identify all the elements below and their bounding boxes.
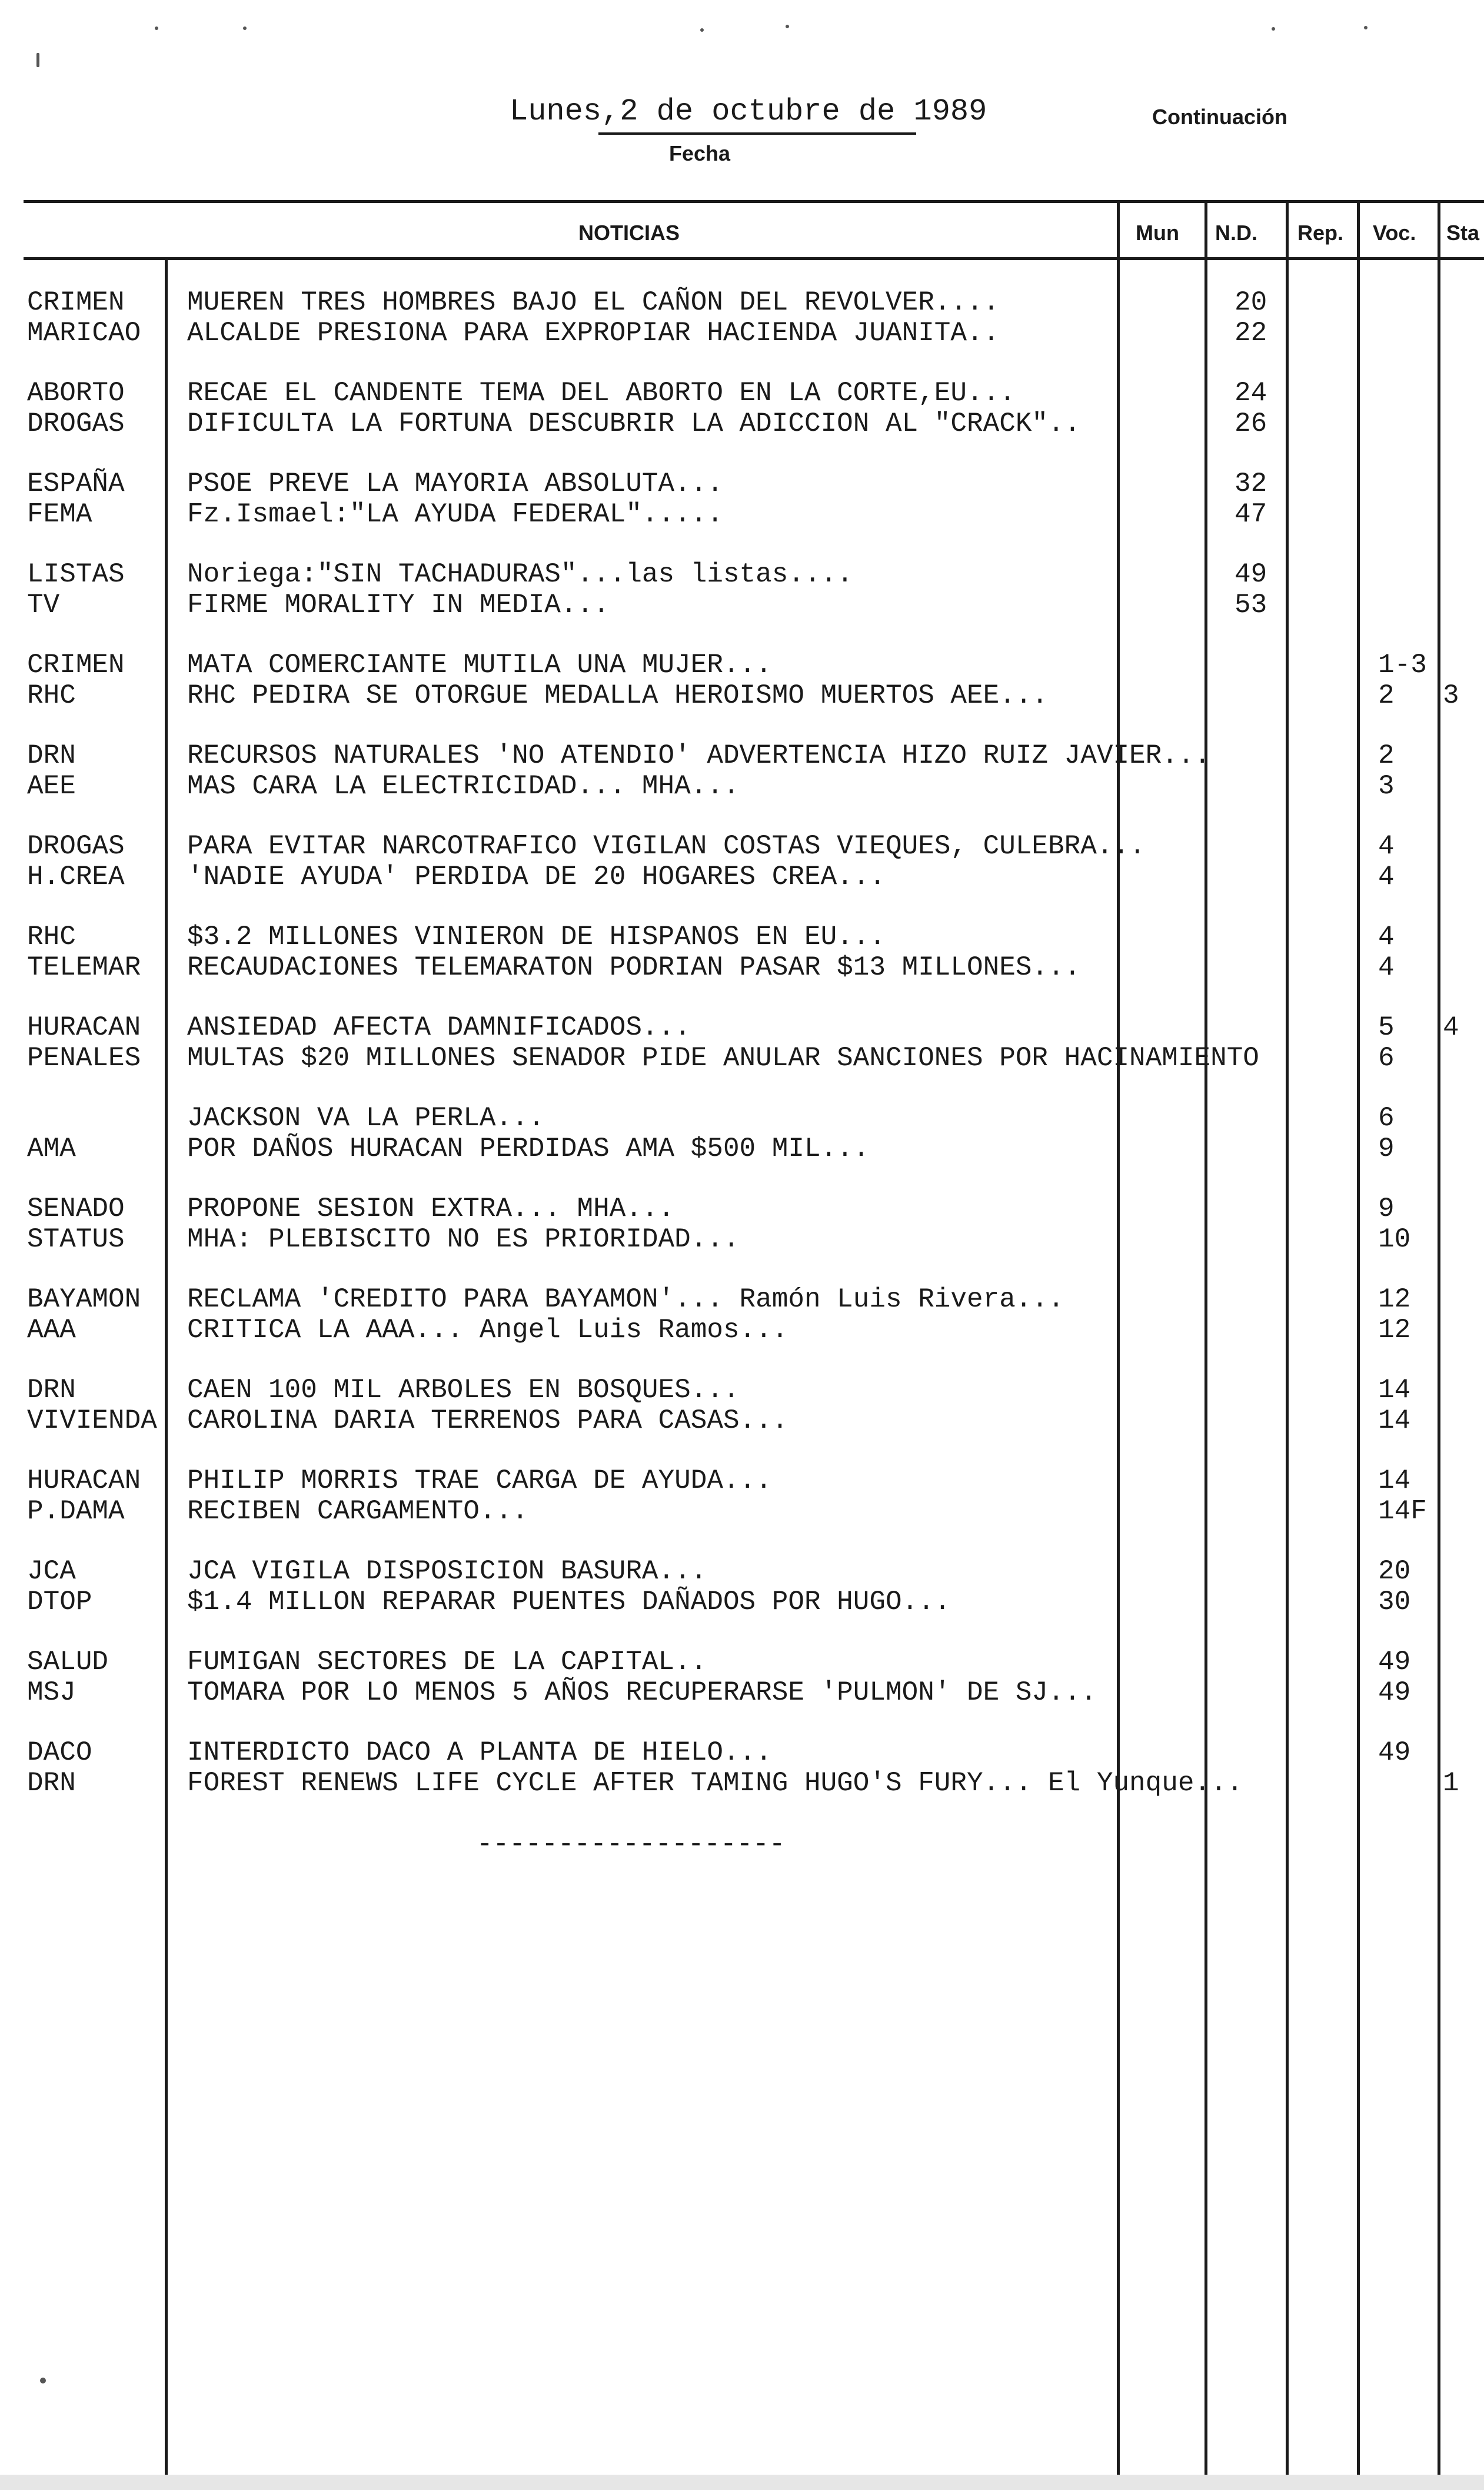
scan-speck <box>1272 27 1275 31</box>
end-separator: ------------------- <box>477 1829 786 1860</box>
row-headline: MULTAS $20 MILLONES SENADOR PIDE ANULAR SANCIONES POR HACINAMIENTO <box>187 1043 1259 1073</box>
column-header-mun: Mun <box>1136 221 1179 245</box>
date-label: Fecha <box>669 141 731 165</box>
row-headline: JCA VIGILA DISPOSICION BASURA... <box>187 1556 707 1587</box>
row-headline: JACKSON VA LA PERLA... <box>187 1103 545 1133</box>
row-voc: 4 <box>1378 922 1395 952</box>
row-nd: 49 <box>1235 559 1267 590</box>
row-voc: 49 <box>1378 1677 1411 1708</box>
row-voc: 20 <box>1378 1556 1411 1587</box>
row-category: ABORTO <box>27 378 125 408</box>
row-category: DROGAS <box>27 408 125 439</box>
row-headline: PROPONE SESION EXTRA... MHA... <box>187 1194 675 1224</box>
row-category: CRIMEN <box>27 650 125 680</box>
row-voc: 6 <box>1378 1103 1395 1133</box>
row-voc: 14F <box>1378 1496 1427 1527</box>
table-row <box>0 1677 1484 1708</box>
table-row <box>0 1284 1484 1315</box>
row-category: BAYAMON <box>27 1284 141 1315</box>
table-row <box>0 1194 1484 1224</box>
row-nd: 26 <box>1235 408 1267 439</box>
table-row <box>0 590 1484 620</box>
table-row <box>0 1768 1484 1798</box>
table-row <box>0 499 1484 530</box>
row-sta: 1 <box>1443 1768 1459 1798</box>
column-header-noticias: NOTICIAS <box>578 221 680 245</box>
table-row <box>0 1043 1484 1073</box>
row-category: JCA <box>27 1556 76 1587</box>
date-underline <box>598 132 916 135</box>
row-category: P.DAMA <box>27 1496 125 1527</box>
row-headline: FOREST RENEWS LIFE CYCLE AFTER TAMING HUGO'S FURY... El Yunque... <box>187 1768 1243 1798</box>
row-headline: MUEREN TRES HOMBRES BAJO EL CAÑON DEL REVOLVER.... <box>187 287 1000 318</box>
table-row <box>0 468 1484 499</box>
row-headline: RECAUDACIONES TELEMARATON PODRIAN PASAR $13 MILLONES... <box>187 952 1081 983</box>
row-category: LISTAS <box>27 559 125 590</box>
row-headline: FIRME MORALITY IN MEDIA... <box>187 590 610 620</box>
row-headline: PARA EVITAR NARCOTRAFICO VIGILAN COSTAS VIEQUES, CULEBRA... <box>187 831 1146 862</box>
row-headline: POR DAÑOS HURACAN PERDIDAS AMA $500 MIL... <box>187 1133 870 1164</box>
row-headline: RECAE EL CANDENTE TEMA DEL ABORTO EN LA CORTE,EU... <box>187 378 1016 408</box>
row-category: AEE <box>27 771 76 802</box>
row-headline: 'NADIE AYUDA' PERDIDA DE 20 HOGARES CREA... <box>187 862 886 892</box>
table-row <box>0 1405 1484 1436</box>
row-headline: INTERDICTO DACO A PLANTA DE HIELO... <box>187 1737 772 1768</box>
scan-speck <box>1364 26 1367 29</box>
row-category: DROGAS <box>27 831 125 862</box>
row-voc: 6 <box>1378 1043 1395 1073</box>
row-voc: 14 <box>1378 1465 1411 1496</box>
row-voc: 49 <box>1378 1737 1411 1768</box>
row-category: STATUS <box>27 1224 125 1255</box>
table-row <box>0 771 1484 802</box>
row-category: DRN <box>27 1768 76 1798</box>
row-nd: 22 <box>1235 318 1267 348</box>
row-nd: 32 <box>1235 468 1267 499</box>
row-category: MARICAO <box>27 318 141 348</box>
row-voc: 1-3 <box>1378 650 1427 680</box>
column-header-rep: Rep. <box>1297 221 1344 245</box>
row-voc: 12 <box>1378 1284 1411 1315</box>
row-voc: 4 <box>1378 831 1395 862</box>
table-row <box>0 952 1484 983</box>
row-headline: ANSIEDAD AFECTA DAMNIFICADOS... <box>187 1012 691 1043</box>
table-top-rule <box>24 200 1484 203</box>
table-row <box>0 408 1484 439</box>
row-category: VIVIENDA <box>27 1405 157 1436</box>
row-category: SENADO <box>27 1194 125 1224</box>
table-row <box>0 1315 1484 1345</box>
scan-bottom-edge <box>0 2475 1484 2490</box>
row-headline: RECURSOS NATURALES 'NO ATENDIO' ADVERTENCIA HIZO RUIZ JAVIER... <box>187 740 1211 771</box>
row-category: SALUD <box>27 1647 109 1677</box>
row-category: H.CREA <box>27 862 125 892</box>
row-headline: CRITICA LA AAA... Angel Luis Ramos... <box>187 1315 788 1345</box>
row-category: ESPAÑA <box>27 468 125 499</box>
row-headline: MAS CARA LA ELECTRICIDAD... MHA... <box>187 771 740 802</box>
table-row <box>0 1737 1484 1768</box>
row-category: TV <box>27 590 60 620</box>
row-headline: PHILIP MORRIS TRAE CARGA DE AYUDA... <box>187 1465 772 1496</box>
row-voc: 4 <box>1378 952 1395 983</box>
table-row <box>0 1103 1484 1133</box>
row-headline: DIFICULTA LA FORTUNA DESCUBRIR LA ADICCION AL "CRACK".. <box>187 408 1081 439</box>
row-voc: 9 <box>1378 1133 1395 1164</box>
row-voc: 14 <box>1378 1405 1411 1436</box>
row-headline: RECIBEN CARGAMENTO... <box>187 1496 528 1527</box>
continuation-label: Continuación <box>1152 105 1287 129</box>
scan-speck <box>243 26 247 30</box>
header-bottom-rule <box>24 257 1484 260</box>
row-category: DACO <box>27 1737 92 1768</box>
row-voc: 5 <box>1378 1012 1395 1043</box>
row-category: HURACAN <box>27 1012 141 1043</box>
row-voc: 4 <box>1378 862 1395 892</box>
table-row <box>0 287 1484 318</box>
scan-speck <box>786 25 789 28</box>
row-headline: Noriega:"SIN TACHADURAS"...las listas.... <box>187 559 853 590</box>
row-headline: MHA: PLEBISCITO NO ES PRIORIDAD... <box>187 1224 740 1255</box>
scan-speck <box>155 26 158 30</box>
row-category: RHC <box>27 680 76 711</box>
table-row <box>0 318 1484 348</box>
row-headline: $1.4 MILLON REPARAR PUENTES DAÑADOS POR HUGO... <box>187 1587 951 1617</box>
report-date: Lunes,2 de octubre de 1989 <box>510 94 987 129</box>
table-row <box>0 1647 1484 1677</box>
row-sta: 3 <box>1443 680 1459 711</box>
row-voc: 12 <box>1378 1315 1411 1345</box>
row-voc: 2 <box>1378 680 1395 711</box>
table-row <box>0 922 1484 952</box>
row-headline: PSOE PREVE LA MAYORIA ABSOLUTA... <box>187 468 723 499</box>
row-voc: 14 <box>1378 1375 1411 1405</box>
row-category: RHC <box>27 922 76 952</box>
column-header-nd: N.D. <box>1215 221 1257 245</box>
row-headline: MATA COMERCIANTE MUTILA UNA MUJER... <box>187 650 772 680</box>
row-headline: ALCALDE PRESIONA PARA EXPROPIAR HACIENDA JUANITA.. <box>187 318 1000 348</box>
row-category: AAA <box>27 1315 76 1345</box>
row-headline: CAROLINA DARIA TERRENOS PARA CASAS... <box>187 1405 788 1436</box>
row-headline: CAEN 100 MIL ARBOLES EN BOSQUES... <box>187 1375 740 1405</box>
row-category: CRIMEN <box>27 287 125 318</box>
table-row <box>0 1375 1484 1405</box>
row-headline: FUMIGAN SECTORES DE LA CAPITAL.. <box>187 1647 707 1677</box>
column-header-voc: Voc. <box>1373 221 1416 245</box>
row-category: MSJ <box>27 1677 76 1708</box>
row-voc: 49 <box>1378 1647 1411 1677</box>
row-category: AMA <box>27 1133 76 1164</box>
table-row <box>0 1465 1484 1496</box>
scan-speck <box>700 28 704 32</box>
row-category: PENALES <box>27 1043 141 1073</box>
row-headline: RHC PEDIRA SE OTORGUE MEDALLA HEROISMO MUERTOS AEE... <box>187 680 1049 711</box>
table-row <box>0 1587 1484 1617</box>
table-row <box>0 650 1484 680</box>
row-category: DTOP <box>27 1587 92 1617</box>
row-category: HURACAN <box>27 1465 141 1496</box>
row-headline: $3.2 MILLONES VINIERON DE HISPANOS EN EU... <box>187 922 886 952</box>
table-row <box>0 1133 1484 1164</box>
table-row <box>0 378 1484 408</box>
row-category: DRN <box>27 1375 76 1405</box>
table-row <box>0 680 1484 711</box>
row-category: TELEMAR <box>27 952 141 983</box>
row-nd: 24 <box>1235 378 1267 408</box>
row-voc: 30 <box>1378 1587 1411 1617</box>
row-voc: 9 <box>1378 1194 1395 1224</box>
scan-speck <box>36 53 39 67</box>
column-header-sta: Sta <box>1446 221 1480 245</box>
table-row <box>0 831 1484 862</box>
row-voc: 2 <box>1378 740 1395 771</box>
table-row <box>0 1496 1484 1527</box>
row-headline: Fz.Ismael:"LA AYUDA FEDERAL"..... <box>187 499 723 530</box>
table-row <box>0 1012 1484 1043</box>
row-category: DRN <box>27 740 76 771</box>
row-voc: 10 <box>1378 1224 1411 1255</box>
row-nd: 47 <box>1235 499 1267 530</box>
row-headline: RECLAMA 'CREDITO PARA BAYAMON'... Ramón Luis Rivera... <box>187 1284 1064 1315</box>
row-nd: 20 <box>1235 287 1267 318</box>
table-row <box>0 1556 1484 1587</box>
row-voc: 3 <box>1378 771 1395 802</box>
table-row <box>0 862 1484 892</box>
table-row <box>0 559 1484 590</box>
row-category: FEMA <box>27 499 92 530</box>
row-headline: TOMARA POR LO MENOS 5 AÑOS RECUPERARSE 'PULMON' DE SJ... <box>187 1677 1097 1708</box>
table-row <box>0 1224 1484 1255</box>
scan-speck <box>40 2378 46 2383</box>
table-row <box>0 740 1484 771</box>
row-nd: 53 <box>1235 590 1267 620</box>
row-sta: 4 <box>1443 1012 1459 1043</box>
